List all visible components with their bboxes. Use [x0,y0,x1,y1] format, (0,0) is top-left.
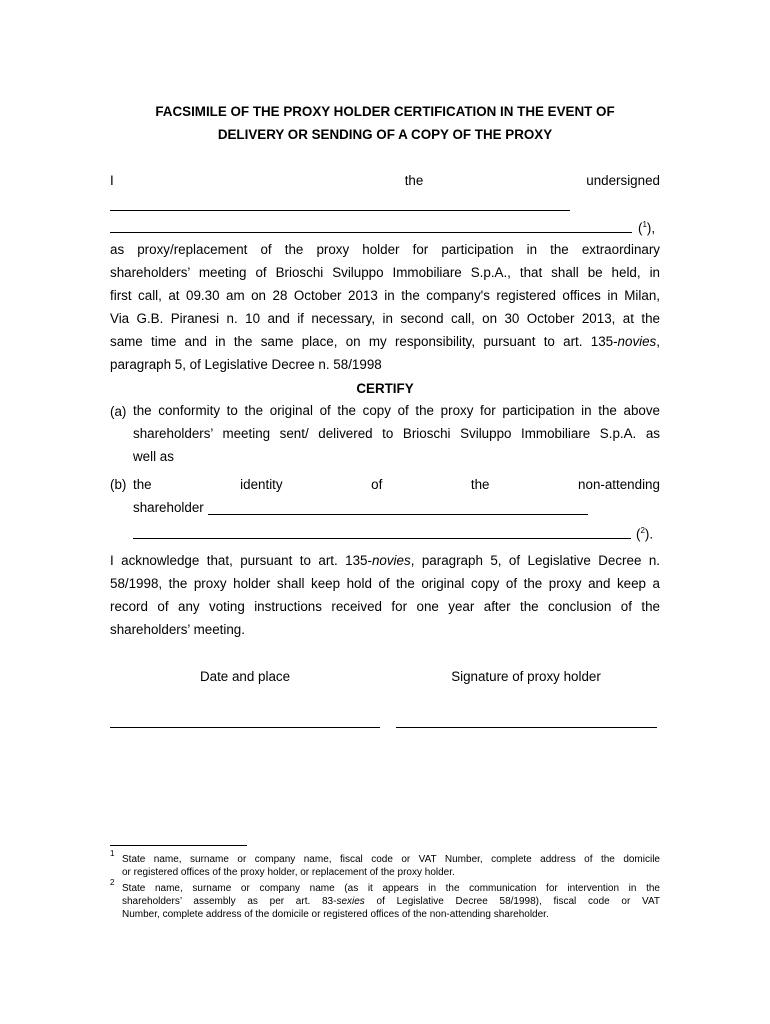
footnote-separator [110,845,247,846]
item-b-word: identity [240,477,283,492]
footnote-ref-1: ($^1$), [638,220,656,236]
proxy-paragraph-line: first call, at 09.30 am on 28 October 2013 in the company's registered offices in Milan, [110,288,660,303]
shareholder-blank-line-2[interactable] [133,538,631,539]
item-b-word: non-attending [578,477,660,492]
footnote-2-line: State name, surname or company name (as it appears in the communication for intervention in the [122,883,660,894]
footnote-2 [122,882,660,921]
intro-word-i: I [110,173,114,188]
acknowledge-paragraph-line: 58/1998, the proxy holder shall keep hold of the original copy of the proxy and keep a [110,576,660,591]
intro-word-undersigned: undersigned [586,173,660,188]
item-a-line: shareholders’ meeting sent/ delivered to Brioschi Sviluppo Immobiliare S.p.A. as [133,426,660,441]
signature-label: Signature of proxy holder [451,669,601,684]
item-b-shareholder-label: shareholder [133,500,204,515]
footnote-2-line: shareholders’ assembly as per art. 83-sexies of Legislative Decree 58/1998), fiscal code or VAT [122,896,660,907]
date-place-line[interactable] [110,727,380,728]
certify-heading: CERTIFY [356,381,414,396]
proxy-paragraph-line: Via G.B. Piranesi n. 10 and if necessary, in second call, on 30 October 2013, at the [110,311,660,326]
acknowledge-paragraph [110,549,660,641]
footnote-1 [122,853,660,879]
item-b-label: (b) [110,477,127,492]
item-a-line: well as [133,449,174,464]
shareholder-blank-line-1[interactable] [208,514,588,515]
item-b-line1 [133,477,660,492]
footnote-1-line: or registered offices of the proxy holder, or replacement of the proxy holder. [122,867,455,878]
proxy-paragraph-line: paragraph 5, of Legislative Decree n. 58/1998 [110,357,382,372]
acknowledge-paragraph-line: shareholders’ meeting. [110,622,245,637]
footnote-ref-2: ($^2$). [636,526,654,542]
proxy-paragraph-line: same time and in the same place, on my responsibility, pursuant to art. 135-novies, [110,334,660,349]
name-blank-line-2[interactable] [110,232,632,233]
name-blank-line-1[interactable] [110,210,570,211]
proxy-paragraph-line: shareholders’ meeting of Brioschi Sviluppo Immobiliare S.p.A., that shall be held, in [110,265,660,280]
acknowledge-paragraph-line: record of any voting instructions received for one year after the conclusion of the [110,599,660,614]
footnote-1-number: 1 [110,849,115,858]
footnote-2-number: 2 [110,878,115,887]
proxy-paragraph-line: as proxy/replacement of the proxy holder for participation in the extraordinary [110,242,660,257]
item-a-line: the conformity to the original of the copy of the proxy for participation in the above [133,403,660,418]
acknowledge-paragraph-line: I acknowledge that, pursuant to art. 135-novies, paragraph 5, of Legislative Decree n. [110,553,660,568]
proxy-paragraph [110,238,660,376]
intro-line [110,173,660,188]
page-title-line2: DELIVERY OR SENDING OF A COPY OF THE PROXY [217,127,553,142]
footnote-2-line: Number, complete address of the domicile or registered offices of the non-attending shareholder. [122,909,549,920]
item-a-text [133,399,660,468]
item-b-word: the [470,477,490,492]
intro-word-the: the [404,173,424,188]
item-b-word: the [133,477,152,492]
footnote-1-line: State name, surname or company name, fiscal code or VAT Number, complete address of the domicile [122,854,660,865]
signature-line[interactable] [396,727,657,728]
item-b-word: of [371,477,383,492]
item-a-label: (a) [110,404,127,419]
page-title: FACSIMILE OF THE PROXY HOLDER CERTIFICATION IN THE EVENT OF [155,104,615,119]
date-place-label: Date and place [199,669,291,684]
